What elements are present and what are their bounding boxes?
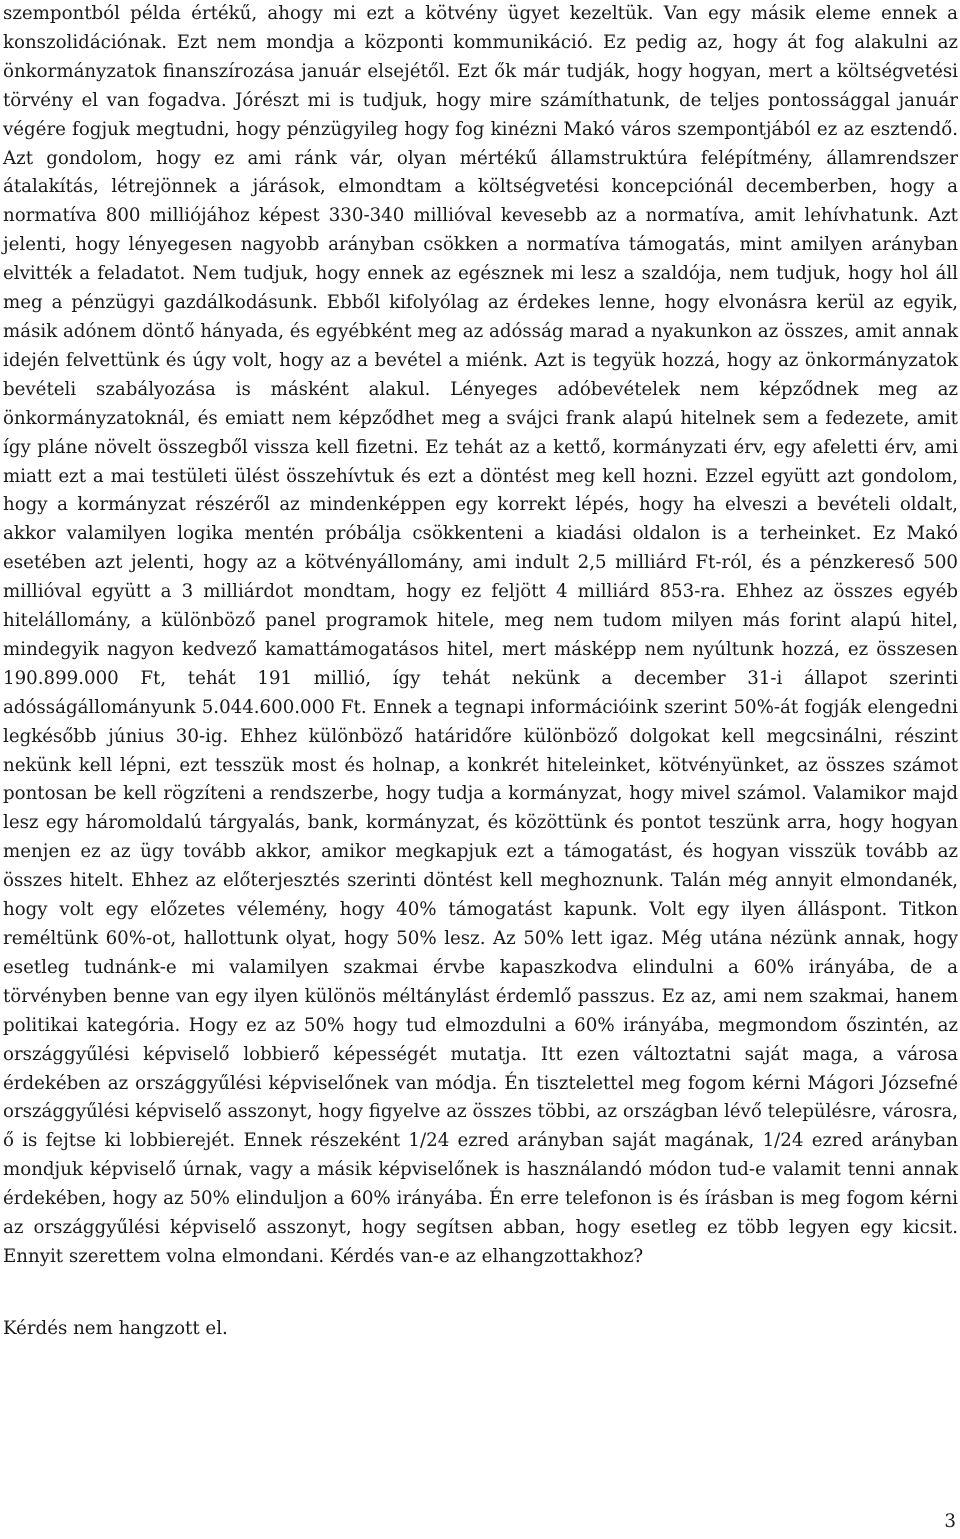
body-paragraph: szempontból példa értékű, ahogy mi ezt a kötvény ügyet kezeltük. Van egy másik eleme ennek a konszolidációnak. Ezt nem mondja a központi kommunikáció. Ez pedig az, hogy át fog alakulni az önkormányzatok finanszírozása január elsejétől. Ezt ők már tudják, hogy hogyan, mert a költségvetési törvény el van fogadva. Jórészt mi is tudjuk, hogy mire számíthatunk, de teljes pontossággal január végére fogjuk megtudni, hogy pénzügyileg hogy fog kinézni Makó város szempontjából ez az esztendő. Azt gondolom, hogy ez ami ránk vár, olyan mértékű államstruktúra felépítmény, államrendszer átalakítás, létrejönnek a járások, elmondtam a költségvetési koncepciónál decemberben, hogy a normatíva 800 milliójához képest 330-340 millióval kevesebb az a normatíva, amit lehívhatunk. Azt jelenti, hogy lényegesen nagyobb arányban csökken a normatíva támogatás, mint amilyen arányban elvitték a feladatot. Nem tudjuk, hogy ennek az egésznek mi lesz a szaldója, nem tudjuk, hogy hol áll meg a pénzügyi gazdálkodásunk. Ebből kifolyólag az érdekes lenne, hogy elvonásra kerül az egyik, másik adónem döntő hányada, és egyébként meg az adósság marad a nyakunkon az összes, amit annak idején felvettünk és úgy volt, hogy az a bevétel a miénk. Azt is tegyük hozzá, hogy az önkormányzatok bevételi szabályozása is másként alakul. Lényeges adóbevételek nem képződnek meg az önkormányzatoknál, és emiatt nem képződhet meg a svájci frank alapú hitelnek sem a fedezete, amit így pláne növelt összegből vissza kell fizetni. Ez tehát az a kettő, kormányzati érv, egy afeletti érv, ami miatt ezt a mai testületi ülést összehívtuk és ezt a döntést meg kell hozni. Ezzel együtt azt gondolom, hogy a kormányzat részéről az mindenképpen egy korrekt lépés, hogy ha elveszi a bevételi oldalt, akkor valamilyen logika mentén próbálja csökkenteni a kiadási oldalon is a terheinket. Ez Makó esetében azt jelenti, hogy az a kötvényállomány, ami indult 2,5 milliárd Ft-ról, és a pénzkereső 500 millióval együtt a 3 milliárdot mondtam, hogy ez feljött 4 milliárd 853-ra. Ehhez az összes egyéb hitelállomány, a különböző panel programok hitele, meg nem tudom milyen más forint alapú hitel, mindegyik nagyon kedvező kamattámogatásos hitel, mert másképp nem nyúltunk hozzá, ez összesen 190.899.000 Ft, tehát 191 millió, így tehát nekünk a december 31-i állapot szerinti adósságállományunk 5.044.600.000 Ft. Ennek a tegnapi információink szerint 50%-át fogják elengedni legkésőbb június 30-ig. Ehhez különböző határidőre különböző dolgokat kell megcsinálni, részint nekünk kell lépni, ezt tesszük most és holnap, a konkrét hiteleinket, kötvényünket, az összes számot pontosan be kell rögzíteni a rendszerbe, hogy tudja a kormányzat, hogy mivel számol. Valamikor majd lesz egy háromoldalú tárgyalás, bank, kormányzat, és közöttünk és pontot teszünk arra, hogy hogyan menjen ez az ügy tovább akkor, amikor megkapjuk ezt a támogatást, és hogyan visszük tovább az összes hitelt. Ehhez az előterjesztés szerinti döntést kell meghoznunk. Talán még annyit elmondanék, hogy volt egy előzetes vélemény, hogy 40% támogatást kapunk. Volt egy ilyen álláspont. Titkon reméltünk 60%-ot, hallottunk olyat, hogy 50% lesz. Az 50% lett igaz. Még utána nézünk annak, hogy esetleg tudnánk-e mi valamilyen szakmai érvbe kapaszkodva elindulni a 60% irányába, de a törvényben benne van egy ilyen különös méltánylást érdemlő passzus. Ez az, ami nem szakmai, hanem politikai kategória. Hogy ez az 50% hogy tud elmozdulni a 60% irányába, megmondom őszintén, az országgyűlési képviselő lobbierő képességét mutatja. Itt ezen változtatni saját maga, a városa érdekében az országgyűlési képviselőnek van módja. Én tisztelettel meg fogom kérni Mágori Józsefné országgyűlési képviselő asszonyt, hogy figyelve az összes többi, az országban lévő településre, városra, ő is fejtse ki lobbierejét. Ennek részeként 1/24 ezred arányban saját magának, 1/24 ezred arányban mondjuk képviselő úrnak, vagy a másik képviselőnek is használandó módon tud-e valamit tenni annak érdekében, hogy az 50% elinduljon a 60% irányába. Én erre telefonon is és írásban is meg fogom kérni az országgyűlési képviselő asszonyt, hogy segítsen abban, hogy esetleg ez több legyen egy kicsit. Ennyit szerettem volna elmondani. Kérdés van-e az elhangzottakhoz? xyxy=(3,3,958,1267)
document-page xyxy=(3,0,958,1344)
closing-note: Kérdés nem hangzott el. xyxy=(3,1317,228,1339)
page-number: 3 xyxy=(944,1511,956,1532)
